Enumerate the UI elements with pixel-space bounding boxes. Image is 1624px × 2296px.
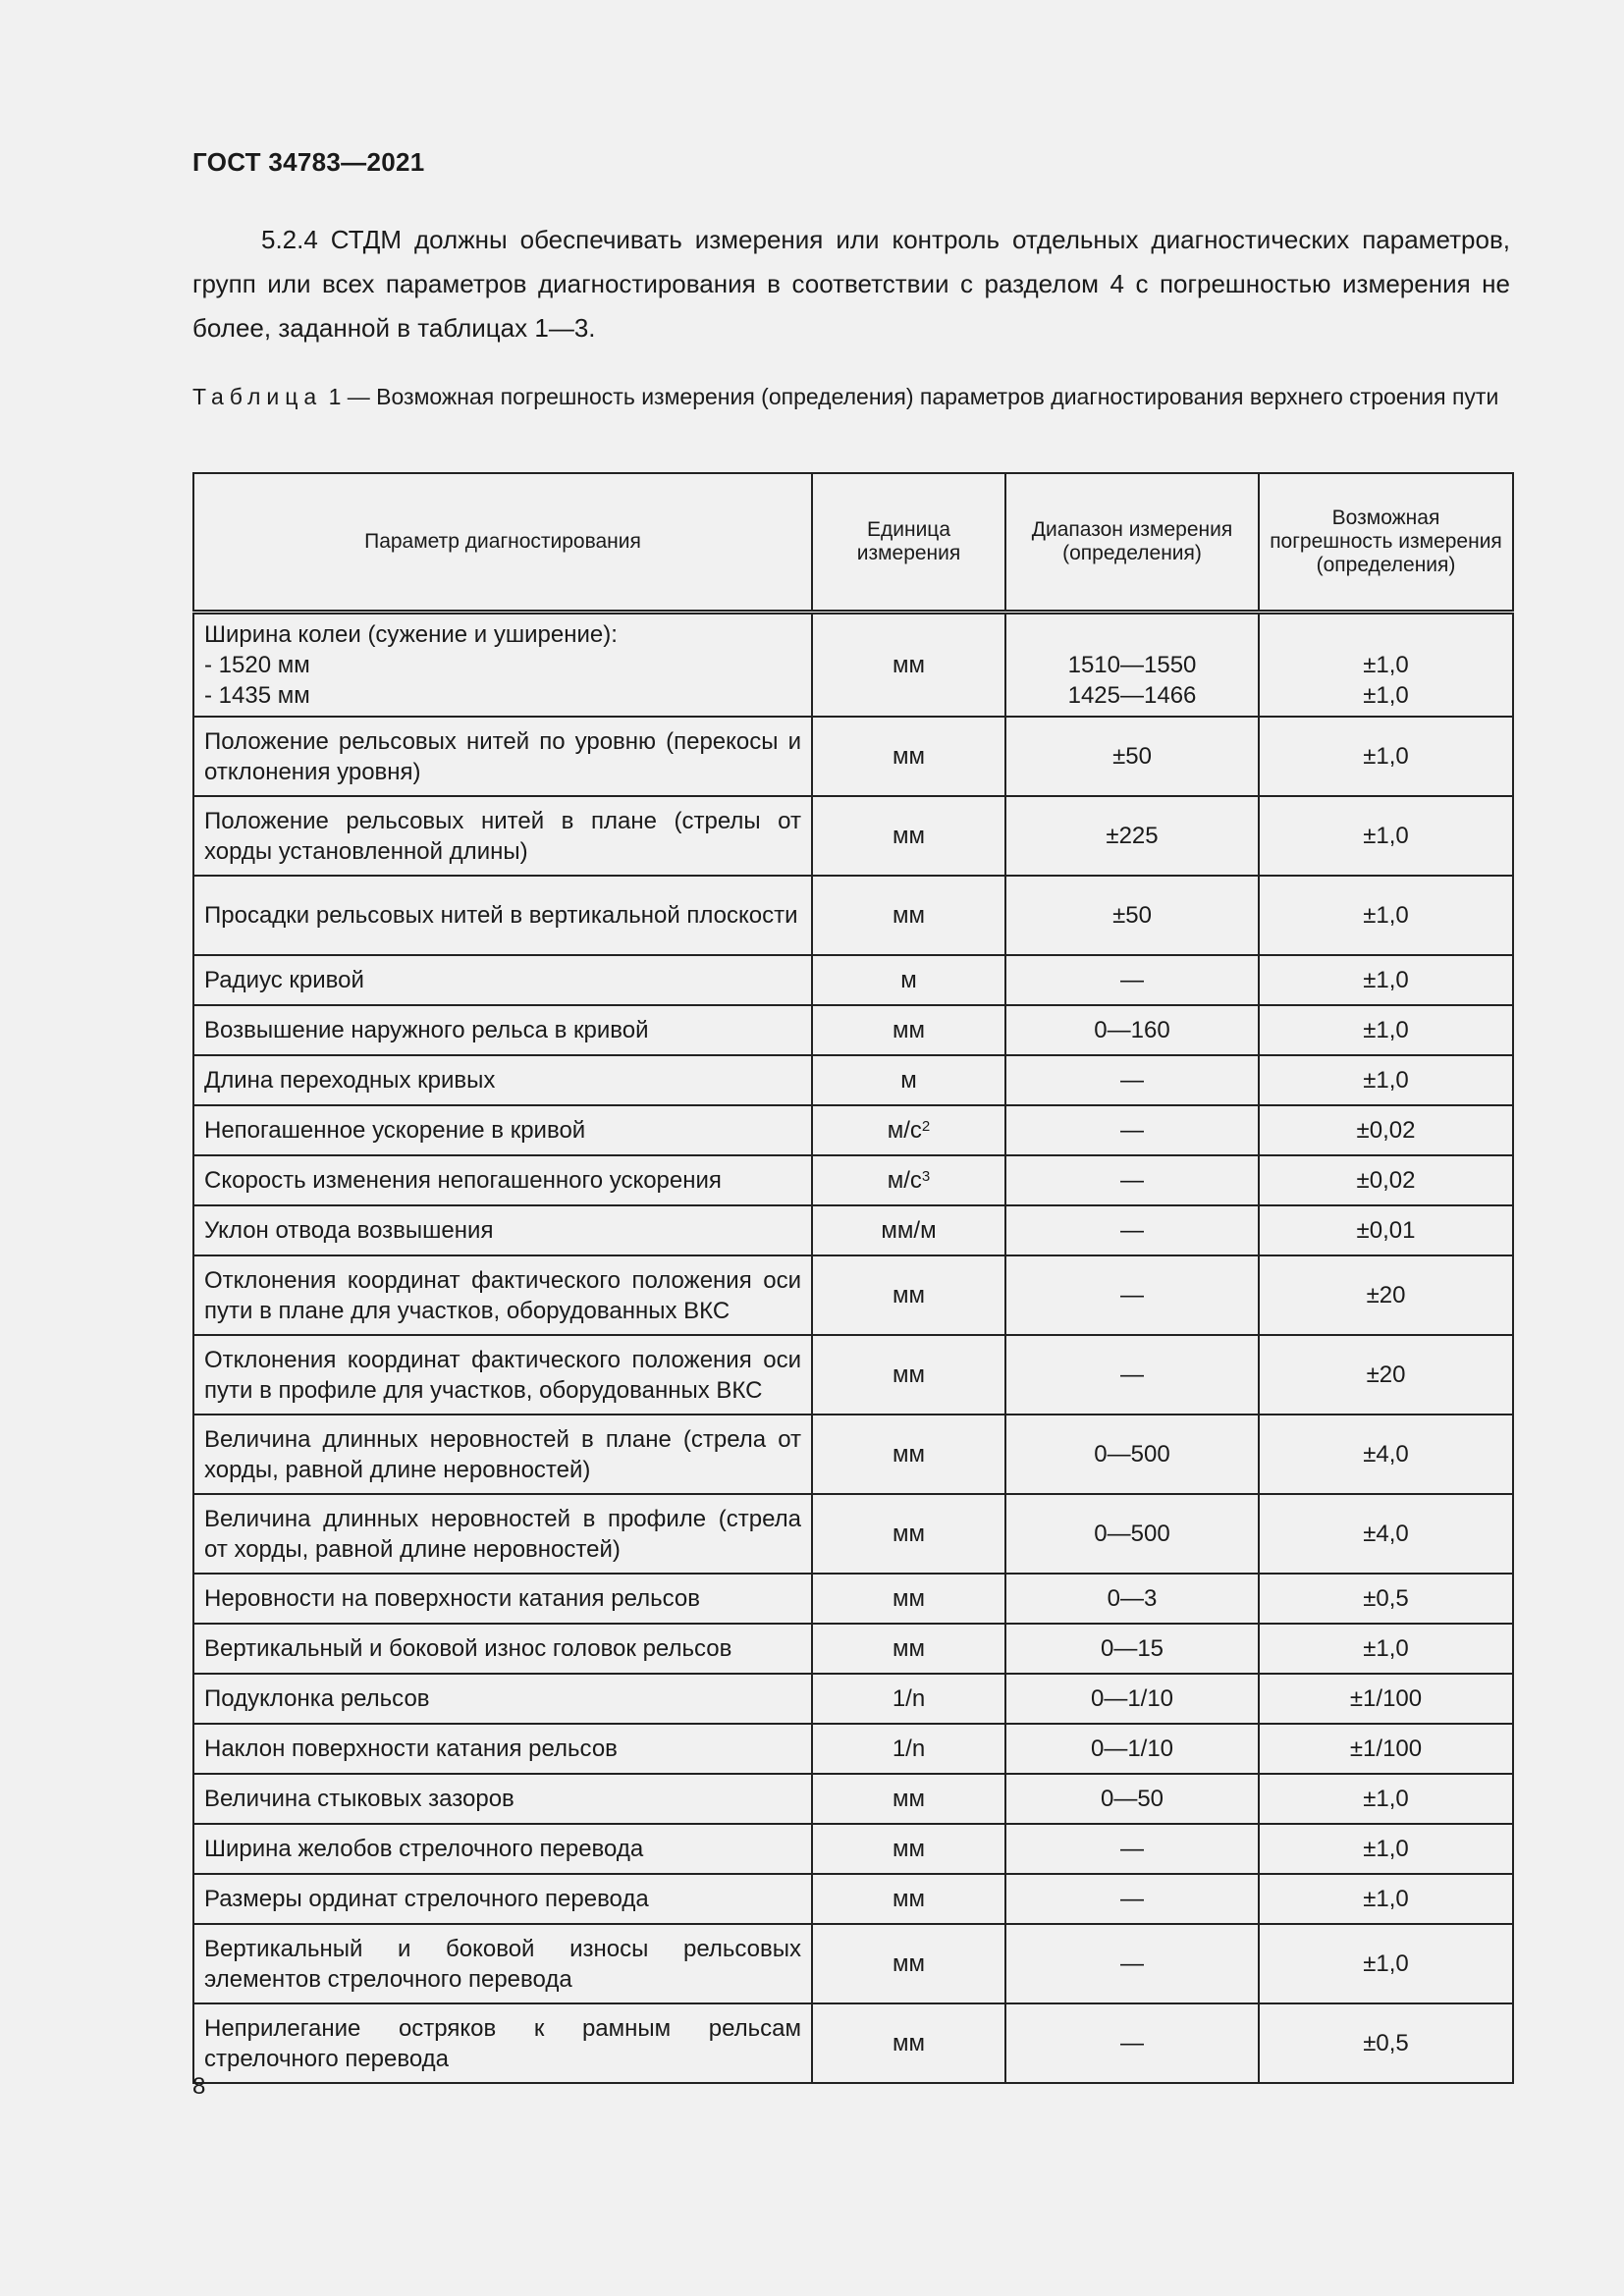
document-code: ГОСТ 34783—2021 <box>192 147 425 177</box>
cell-range: 0—50 <box>1005 1774 1259 1824</box>
cell-error: ±1,0 <box>1259 1774 1513 1824</box>
table-row <box>193 1005 1513 1055</box>
cell-param: Ширина желобов стрелочного перевода <box>193 1824 812 1874</box>
cell-error: ±1,0 <box>1259 796 1513 876</box>
cell-range: — <box>1005 1335 1259 1415</box>
table-row <box>193 1494 1513 1574</box>
cell-unit: мм <box>812 1574 1005 1624</box>
table-row <box>193 2003 1513 2083</box>
cell-error: ±1,0 <box>1259 955 1513 1005</box>
table-row-gauge <box>193 613 1513 718</box>
cell-param: Скорость изменения непогашенного ускорения <box>193 1155 812 1205</box>
table-header-row <box>193 473 1513 613</box>
cell-error: ±0,5 <box>1259 1574 1513 1624</box>
cell-unit <box>812 1105 1005 1155</box>
cell-error: ±1,0 <box>1259 1005 1513 1055</box>
cell-unit: мм <box>812 717 1005 796</box>
cell-range: — <box>1005 1155 1259 1205</box>
cell-param: Величина длинных неровностей в профиле (стрела от хорды, равной длине неровностей) <box>193 1494 812 1574</box>
unit-base: м/с <box>887 1167 922 1194</box>
gauge-error-1435: ±1,0 <box>1363 682 1409 709</box>
cell-unit: мм <box>812 1335 1005 1415</box>
cell-error: ±1/100 <box>1259 1674 1513 1724</box>
header-range: Диапазон измерения (определения) <box>1005 473 1259 613</box>
cell-param: Наклон поверхности катания рельсов <box>193 1724 812 1774</box>
cell-error: ±0,02 <box>1259 1105 1513 1155</box>
cell-unit: 1/n <box>812 1724 1005 1774</box>
cell-range: 0—500 <box>1005 1494 1259 1574</box>
table-row <box>193 1924 1513 2003</box>
cell-error <box>1259 613 1513 718</box>
header-error: Возможная погрешность измерения (определения) <box>1259 473 1513 613</box>
cell-error: ±0,02 <box>1259 1155 1513 1205</box>
unit-base: м/с <box>887 1117 922 1144</box>
cell-unit: мм <box>812 1774 1005 1824</box>
gauge-sub-1435: - 1435 мм <box>204 682 310 709</box>
cell-range: 0—15 <box>1005 1624 1259 1674</box>
cell-unit: мм <box>812 1824 1005 1874</box>
cell-error: ±1,0 <box>1259 1624 1513 1674</box>
cell-range: — <box>1005 955 1259 1005</box>
cell-error: ±4,0 <box>1259 1494 1513 1574</box>
cell-param: Размеры ординат стрелочного перевода <box>193 1874 812 1924</box>
cell-unit <box>812 1155 1005 1205</box>
parameters-table <box>192 472 1514 2084</box>
cell-param: Вертикальный и боковой износы рельсовых элементов стрелочного перевода <box>193 1924 812 2003</box>
cell-unit: м <box>812 1055 1005 1105</box>
cell-error: ±1,0 <box>1259 1874 1513 1924</box>
cell-range: — <box>1005 1105 1259 1155</box>
page-number: 8 <box>192 2073 206 2100</box>
table-row <box>193 1055 1513 1105</box>
cell-param: Подуклонка рельсов <box>193 1674 812 1724</box>
cell-param: Неровности на поверхности катания рельсов <box>193 1574 812 1624</box>
cell-range: — <box>1005 1924 1259 2003</box>
cell-unit: мм <box>812 1924 1005 2003</box>
table-body <box>193 613 1513 2084</box>
cell-unit: мм <box>812 1255 1005 1335</box>
cell-error: ±1,0 <box>1259 876 1513 955</box>
cell-param <box>193 613 812 718</box>
header-unit: Единица измерения <box>812 473 1005 613</box>
cell-unit: мм <box>812 876 1005 955</box>
cell-range: — <box>1005 1055 1259 1105</box>
cell-unit: мм <box>812 1874 1005 1924</box>
cell-unit: мм <box>812 2003 1005 2083</box>
cell-range: 0—1/10 <box>1005 1724 1259 1774</box>
unit-exponent: 2 <box>921 1118 931 1135</box>
cell-param: Непогашенное ускорение в кривой <box>193 1105 812 1155</box>
cell-param: Вертикальный и боковой износ головок рельсов <box>193 1624 812 1674</box>
cell-param: Величина длинных неровностей в плане (стрела от хорды, равной длине неровностей) <box>193 1415 812 1494</box>
cell-error: ±0,01 <box>1259 1205 1513 1255</box>
cell-unit: мм <box>812 1624 1005 1674</box>
cell-range: ±225 <box>1005 796 1259 876</box>
table-row <box>193 717 1513 796</box>
cell-range: ±50 <box>1005 717 1259 796</box>
cell-range: 0—1/10 <box>1005 1674 1259 1724</box>
cell-range: — <box>1005 2003 1259 2083</box>
cell-unit: мм <box>812 1415 1005 1494</box>
gauge-range-1435: 1425—1466 <box>1067 682 1197 709</box>
cell-range: — <box>1005 1255 1259 1335</box>
table-row <box>193 796 1513 876</box>
gauge-range-1520: 1510—1550 <box>1067 652 1197 678</box>
cell-range: 0—160 <box>1005 1005 1259 1055</box>
cell-error: ±1/100 <box>1259 1724 1513 1774</box>
cell-unit: мм <box>812 1005 1005 1055</box>
cell-param: Радиус кривой <box>193 955 812 1005</box>
cell-range: 0—500 <box>1005 1415 1259 1494</box>
table-row <box>193 1335 1513 1415</box>
cell-range: — <box>1005 1824 1259 1874</box>
cell-error: ±1,0 <box>1259 1824 1513 1874</box>
table-caption <box>192 377 1510 417</box>
table-row <box>193 1724 1513 1774</box>
cell-error: ±1,0 <box>1259 1924 1513 2003</box>
cell-range: — <box>1005 1205 1259 1255</box>
gauge-error-1520: ±1,0 <box>1363 652 1409 678</box>
cell-range: — <box>1005 1874 1259 1924</box>
intro-paragraph: 5.2.4 СТДМ должны обеспечивать измерения или контроль отдельных диагностических параметров, групп или всех параметров диагностирования в соответствии с разделом 4 с погрешностью измерения не более, заданной в таблицах 1—3. <box>192 225 1510 343</box>
table-row <box>193 1574 1513 1624</box>
cell-unit: мм <box>812 796 1005 876</box>
unit-exponent: 3 <box>921 1168 931 1185</box>
cell-param: Отклонения координат фактического положения оси пути в профиле для участков, оборудованных ВКС <box>193 1335 812 1415</box>
table-caption-text: 1 — Возможная погрешность измерения (определения) параметров диагностирования верхнего строения пути <box>328 384 1499 409</box>
cell-unit: м <box>812 955 1005 1005</box>
cell-range <box>1005 613 1259 718</box>
table-row <box>193 1874 1513 1924</box>
table-row <box>193 876 1513 955</box>
table-row <box>193 1824 1513 1874</box>
cell-unit: мм/м <box>812 1205 1005 1255</box>
table-row <box>193 955 1513 1005</box>
cell-range: ±50 <box>1005 876 1259 955</box>
cell-error: ±1,0 <box>1259 717 1513 796</box>
cell-unit: 1/n <box>812 1674 1005 1724</box>
cell-param: Возвышение наружного рельса в кривой <box>193 1005 812 1055</box>
table-caption-label: Таблица <box>192 384 323 409</box>
table-row <box>193 1624 1513 1674</box>
cell-param: Длина переходных кривых <box>193 1055 812 1105</box>
table-row <box>193 1774 1513 1824</box>
cell-error: ±1,0 <box>1259 1055 1513 1105</box>
cell-error: ±4,0 <box>1259 1415 1513 1494</box>
cell-param: Просадки рельсовых нитей в вертикальной плоскости <box>193 876 812 955</box>
cell-param: Положение рельсовых нитей в плане (стрелы от хорды установленной длины) <box>193 796 812 876</box>
cell-error: ±0,5 <box>1259 2003 1513 2083</box>
table-row <box>193 1205 1513 1255</box>
cell-error: ±20 <box>1259 1255 1513 1335</box>
table-row <box>193 1155 1513 1205</box>
table-row <box>193 1415 1513 1494</box>
cell-param: Величина стыковых зазоров <box>193 1774 812 1824</box>
cell-param: Положение рельсовых нитей по уровню (перекосы и отклонения уровня) <box>193 717 812 796</box>
cell-error: ±20 <box>1259 1335 1513 1415</box>
gauge-title: Ширина колеи (сужение и уширение): <box>204 621 618 648</box>
table-row <box>193 1105 1513 1155</box>
cell-unit: мм <box>812 613 1005 718</box>
header-param: Параметр диагностирования <box>193 473 812 613</box>
cell-range: 0—3 <box>1005 1574 1259 1624</box>
table-row <box>193 1674 1513 1724</box>
cell-param: Уклон отвода возвышения <box>193 1205 812 1255</box>
cell-param: Неприлегание остряков к рамным рельсам стрелочного перевода <box>193 2003 812 2083</box>
cell-param: Отклонения координат фактического положения оси пути в плане для участков, оборудованных ВКС <box>193 1255 812 1335</box>
gauge-sub-1520: - 1520 мм <box>204 652 310 678</box>
cell-unit: мм <box>812 1494 1005 1574</box>
table-row <box>193 1255 1513 1335</box>
